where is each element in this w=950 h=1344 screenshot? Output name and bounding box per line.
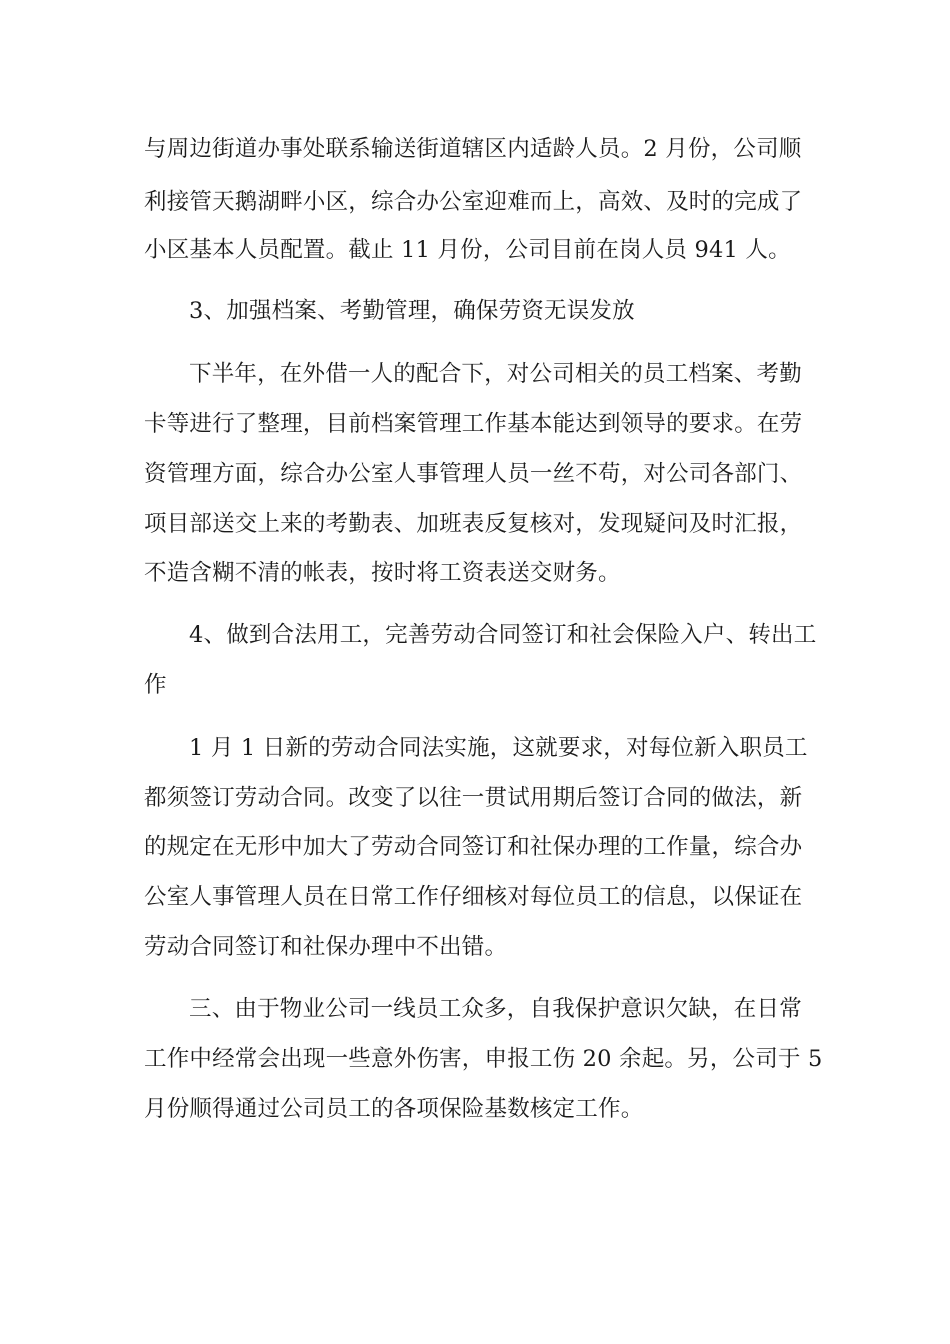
text-line: 月份顺得通过公司员工的各项保险基数核定工作。: [144, 1096, 644, 1122]
text-line: 1 月 1 日新的劳动合同法实施，这就要求，对每位新入职员工: [189, 735, 808, 761]
text-line: 与周边街道办事处联系输送街道辖区内适龄人员。2 月份，公司顺: [144, 136, 802, 162]
text-line: 都须签订劳动合同。改变了以往一贯试用期后签订合同的做法，新: [144, 785, 803, 811]
text-line: 工作中经常会出现一些意外伤害，申报工伤 20 余起。另，公司于 5: [144, 1046, 823, 1072]
text-line: 利接管天鹅湖畔小区，综合办公室迎难而上，高效、及时的完成了: [144, 189, 803, 215]
text-line: 的规定在无形中加大了劳动合同签订和社保办理的工作量，综合办: [144, 834, 803, 860]
text-line: 项目部送交上来的考勤表、加班表反复核对，发现疑问及时汇报，: [144, 511, 803, 537]
text-line: 资管理方面，综合办公室人事管理人员一丝不苟，对公司各部门、: [144, 461, 803, 487]
text-line: 三、由于物业公司一线员工众多，自我保护意识欠缺，在日常: [189, 996, 802, 1022]
text-line: 下半年，在外借一人的配合下，对公司相关的员工档案、考勤: [189, 361, 802, 387]
text-line: 不造含糊不清的帐表，按时将工资表送交财务。: [144, 560, 621, 586]
text-line: 劳动合同签订和社保办理中不出错。: [144, 934, 508, 960]
text-line: 卡等进行了整理，目前档案管理工作基本能达到领导的要求。在劳: [144, 411, 803, 437]
section-heading: 3、加强档案、考勤管理，确保劳资无误发放: [189, 298, 635, 324]
section-heading-continued: 作: [144, 672, 167, 698]
section-heading: 4、做到合法用工，完善劳动合同签订和社会保险入户、转出工: [189, 622, 817, 648]
text-line: 小区基本人员配置。截止 11 月份，公司目前在岗人员 941 人。: [144, 237, 791, 263]
text-line: 公室人事管理人员在日常工作仔细核对每位员工的信息，以保证在: [144, 884, 803, 910]
